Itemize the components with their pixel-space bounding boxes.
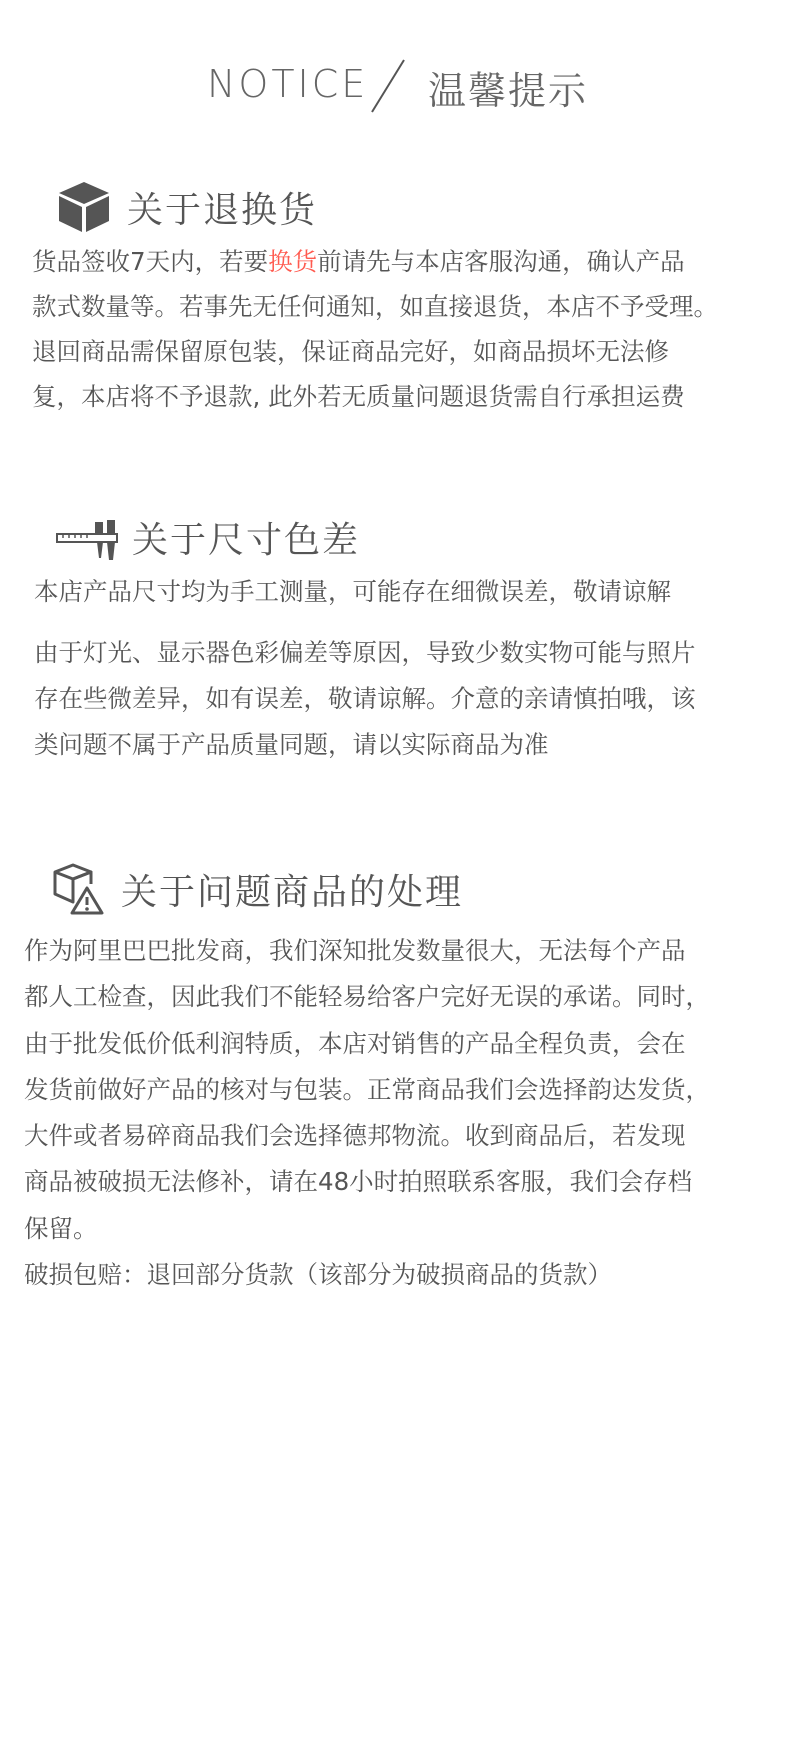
- section-title-size: 关于尺寸色差: [132, 520, 361, 561]
- returns-line-1: [32, 239, 718, 284]
- problem-line-6: 商品被破损无法修补，请在48小时拍照联系客服，我们会存档: [24, 1167, 693, 1197]
- returns-line-3: 退回商品需保留原包装，保证商品完好，如商品损坏无法修: [32, 337, 669, 366]
- returns-line-2: 款式数量等。若事先无任何通知，如直接退货，本店不予受理。: [32, 292, 718, 321]
- box-icon: [57, 180, 111, 234]
- size-paragraph-2: [34, 630, 696, 768]
- size-p2-line-3: 类问题不属于产品质量同题，请以实际商品为准: [34, 730, 549, 759]
- returns-line-1-post: 前请先与本店客服沟通，确认产品: [317, 247, 685, 276]
- problem-line-4: 发货前做好产品的核对与包装。正常商品我们会选择韵达发货，: [24, 1074, 710, 1104]
- size-paragraph-1: 本店产品尺寸均为手工测量，可能存在细微误差，敬请谅解: [34, 577, 671, 606]
- problem-line-2: 都人工检查，因此我们不能轻易给客户完好无误的承诺。同时，: [24, 982, 710, 1012]
- notice-title-cn: 温馨提示: [428, 69, 589, 113]
- slash-divider: [368, 58, 408, 114]
- problem-line-8: 破损包赔：退回部分货款（该部分为破损商品的货款）: [24, 1260, 612, 1290]
- damaged-box-warning-icon: [51, 862, 105, 916]
- notice-label: NOTICE: [207, 62, 369, 106]
- problem-paragraph: [24, 928, 710, 1298]
- size-p2-line-2: 存在些微差异，如有误差，敬请谅解。介意的亲请慎拍哦，该: [34, 684, 696, 713]
- section-title-returns: 关于退换货: [127, 190, 318, 231]
- problem-line-3: 由于批发低价低利润特质，本店对销售的产品全程负责，会在: [24, 1028, 686, 1058]
- caliper-icon: [55, 518, 119, 562]
- problem-line-7: 保留。: [24, 1213, 98, 1243]
- problem-line-5: 大件或者易碎商品我们会选择德邦物流。收到商品后，若发现: [24, 1121, 686, 1151]
- returns-line-4: 复，本店将不予退款, 此外若无质量问题退货需自行承担运费: [32, 382, 685, 411]
- size-p2-line-1: 由于灯光、显示器色彩偏差等原因，导致少数实物可能与照片: [34, 638, 696, 667]
- exchange-highlight: 换货: [268, 247, 318, 276]
- returns-line-1-pre: 货品签收7天内，若要: [32, 247, 269, 276]
- notice-header: [0, 58, 790, 118]
- problem-line-1: 作为阿里巴巴批发商，我们深知批发数量很大，无法每个产品: [24, 936, 686, 965]
- returns-paragraph: [32, 239, 718, 419]
- section-title-problem: 关于问题商品的处理: [121, 872, 464, 913]
